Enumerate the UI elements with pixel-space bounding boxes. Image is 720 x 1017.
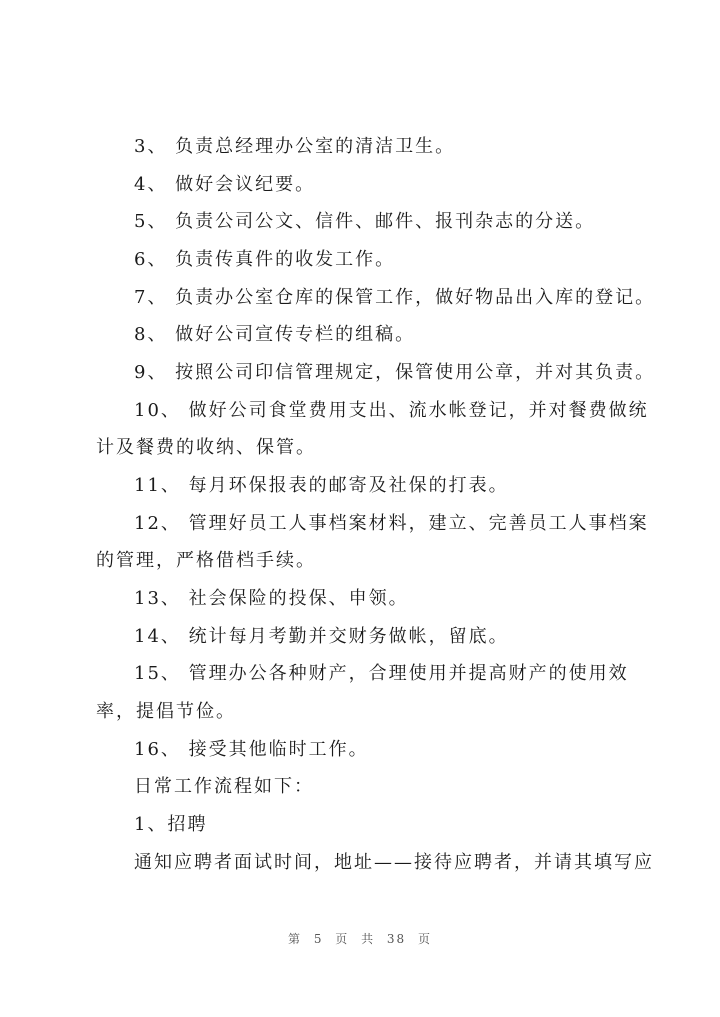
duty-item-14: 14、 统计每月考勤并交财务做帐，留底。 bbox=[134, 626, 509, 647]
duty-item-10: 10、 做好公司食堂费用支出、流水帐登记，并对餐费做统 bbox=[134, 400, 649, 421]
duty-item-5: 5、 负责公司公文、信件、邮件、报刊杂志的分送。 bbox=[134, 211, 596, 232]
workflow-step-recruitment: 1、招聘 bbox=[134, 814, 208, 835]
recruitment-paragraph: 通知应聘者面试时间，地址——接待应聘者，并请其填写应 bbox=[134, 852, 654, 873]
duty-item-3: 3、 负责总经理办公室的清洁卫生。 bbox=[134, 136, 456, 157]
duty-item-12-continued: 的管理，严格借档手续。 bbox=[96, 550, 316, 571]
duty-item-6: 6、 负责传真件的收发工作。 bbox=[134, 249, 396, 270]
duty-item-8: 8、 做好公司宣传专栏的组稿。 bbox=[134, 324, 416, 345]
duty-item-11: 11、 每月环保报表的邮寄及社保的打表。 bbox=[134, 475, 509, 496]
duty-item-16: 16、 接受其他临时工作。 bbox=[134, 739, 369, 760]
page-number-footer: 第 5 页 共 38 页 bbox=[288, 932, 432, 946]
duty-item-12: 12、 管理好员工人事档案材料，建立、完善员工人事档案 bbox=[134, 513, 649, 534]
duty-item-9: 9、 按照公司印信管理规定，保管使用公章，并对其负责。 bbox=[134, 362, 656, 383]
duty-item-10-continued: 计及餐费的收纳、保管。 bbox=[96, 437, 316, 458]
section-heading-workflow: 日常工作流程如下： bbox=[134, 776, 314, 797]
duty-item-15-continued: 率，提倡节俭。 bbox=[96, 701, 236, 722]
duty-item-13: 13、 社会保险的投保、申领。 bbox=[134, 588, 409, 609]
duty-item-4: 4、 做好会议纪要。 bbox=[134, 174, 316, 195]
duty-item-15: 15、 管理办公各种财产，合理使用并提高财产的使用效 bbox=[134, 663, 629, 684]
duty-item-7: 7、 负责办公室仓库的保管工作，做好物品出入库的登记。 bbox=[134, 287, 656, 308]
